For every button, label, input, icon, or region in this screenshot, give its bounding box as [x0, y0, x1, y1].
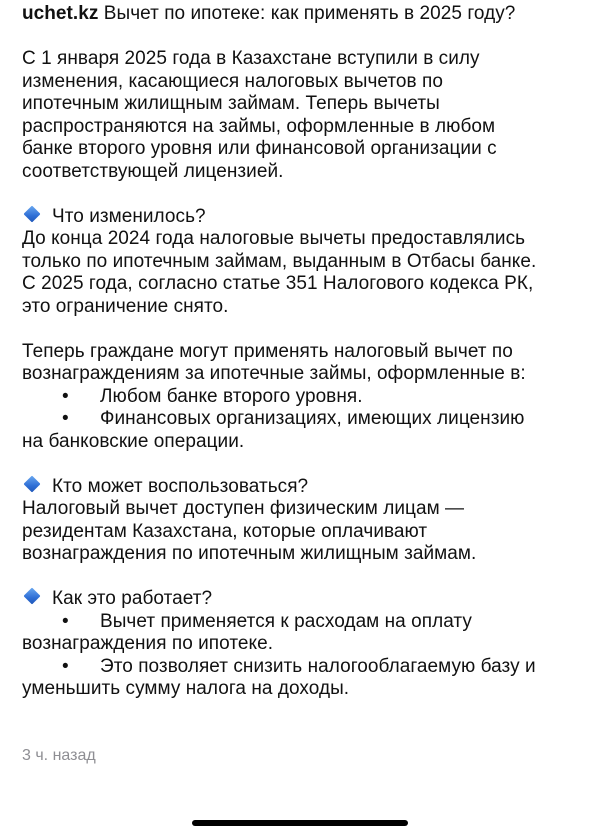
spacer: [22, 183, 582, 206]
list-item-text-continued: на банковские операции.: [22, 430, 245, 452]
post-body: [22, 3, 582, 701]
list-item-text-continued: уменьшить сумму налога на доходы.: [22, 678, 350, 699]
bullet-icon: •: [62, 408, 69, 429]
blue-diamond-icon: [24, 475, 41, 492]
bullet-icon: •: [62, 610, 69, 632]
home-indicator[interactable]: [192, 820, 408, 826]
spacer: [22, 318, 582, 341]
intro-line: соответствующей лицензией.: [22, 160, 284, 182]
blue-diamond-icon: [24, 588, 41, 605]
intro-line: изменения, касающиеся налоговых вычетов по: [22, 70, 443, 92]
intro-line: банке второго уровня или финансовой организации с: [22, 138, 497, 159]
source-name[interactable]: uchet.kz: [22, 3, 99, 24]
list-item: [22, 408, 582, 431]
intro-line: С 1 января 2025 года в Казахстане вступили в силу: [22, 48, 480, 69]
post-title-line: [22, 3, 582, 26]
spacer: [22, 566, 582, 589]
section-now-citizens: [22, 341, 582, 454]
paragraph-line: вознаграждения по ипотечным жилищным займам.: [22, 543, 477, 564]
paragraph-line: Теперь граждане могут применять налоговый вычет по: [22, 340, 513, 362]
section-who-can: [22, 476, 582, 566]
post-title: Вычет по ипотеке: как применять в 2025 году?: [103, 3, 516, 24]
list-item-text: Вычет применяется к расходам на оплату: [100, 610, 472, 632]
section-heading: [22, 476, 582, 499]
list-item-text: Любом банке второго уровня.: [100, 385, 363, 407]
section-heading-text: Как это работает?: [52, 588, 213, 609]
intro-paragraph: [22, 48, 582, 183]
bullet-icon: •: [62, 385, 69, 407]
paragraph-line: вознаграждениям за ипотечные займы, оформленные в:: [22, 363, 526, 384]
bullet-icon: •: [62, 655, 69, 677]
blue-diamond-icon: [24, 205, 41, 222]
section-heading-text: Кто может воспользоваться?: [52, 475, 309, 497]
paragraph-line: До конца 2024 года налоговые вычеты предоставлялись: [22, 228, 526, 249]
spacer: [22, 453, 582, 476]
list-item-text: Финансовых организациях, имеющих лицензию: [100, 408, 525, 429]
paragraph-line: резидентам Казахстана, которые оплачивают: [22, 520, 428, 542]
list-item-text-continued: вознаграждения по ипотеке.: [22, 633, 274, 654]
paragraph-line: Налоговый вычет доступен физическим лицам —: [22, 498, 465, 519]
section-heading: [22, 206, 582, 229]
section-heading: [22, 588, 582, 611]
paragraph-line: только по ипотечным займам, выданным в Отбасы банке.: [22, 250, 537, 272]
list-item: [22, 386, 582, 409]
list-item: [22, 611, 582, 634]
intro-line: распространяются на займы, оформленные в любом: [22, 115, 496, 137]
paragraph-line: это ограничение снято.: [22, 295, 229, 317]
intro-line: ипотечным жилищным займам. Теперь вычеты: [22, 93, 440, 114]
post-timestamp: 3 ч. назад: [22, 747, 96, 764]
list-item-text: Это позволяет снизить налогооблагаемую базу и: [100, 655, 536, 677]
section-what-changed: [22, 206, 582, 319]
section-heading-text: Что изменилось?: [52, 205, 206, 227]
paragraph-line: С 2025 года, согласно статье 351 Налогового кодекса РК,: [22, 273, 534, 294]
list-item: [22, 656, 582, 679]
section-how-it-works: [22, 588, 582, 701]
spacer: [22, 26, 582, 49]
